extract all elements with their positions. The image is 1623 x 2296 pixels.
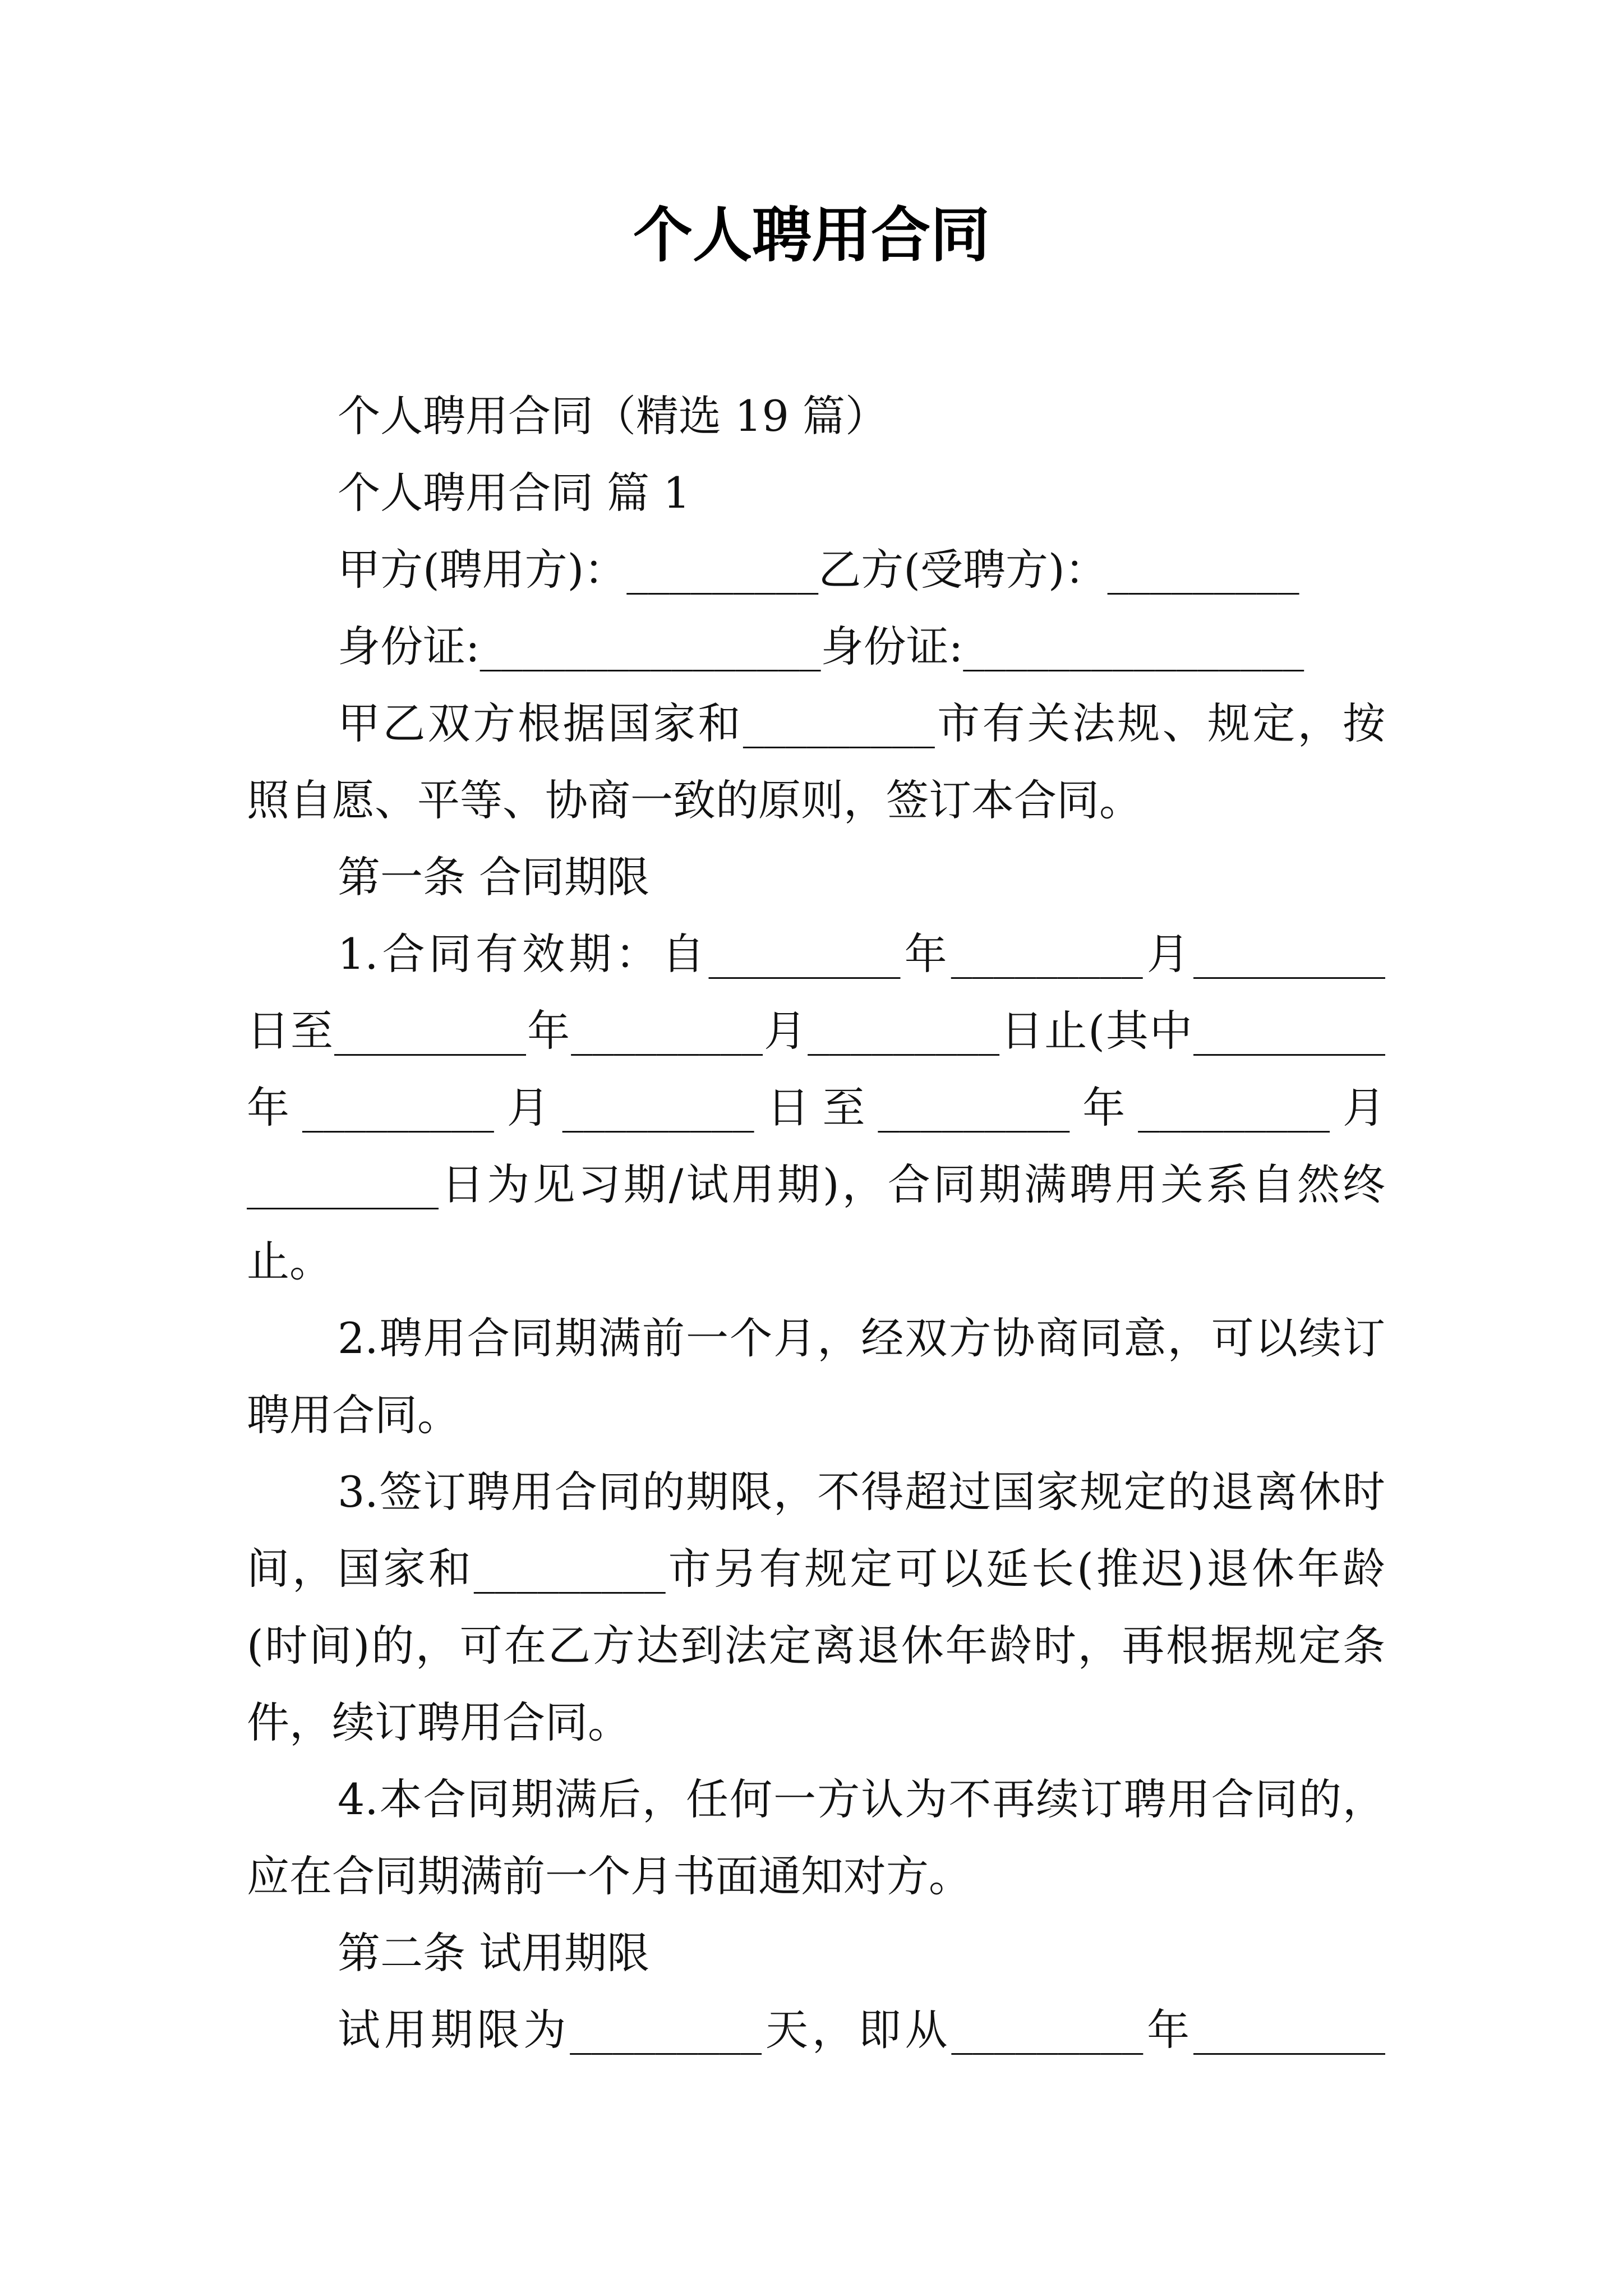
paragraph-line: 3.签订聘用合同的期限，不得超过国家规定的退离休时 (338, 1467, 1385, 1517)
party-info-line: 甲方(聘用方)：_________乙方(受聘方)：_________ (338, 545, 1299, 595)
paragraph-line: 件，续订聘用合同。 (247, 1697, 630, 1747)
clause-heading: 第二条 试用期限 (338, 1928, 650, 1978)
paragraph (247, 378, 1385, 454)
paragraph (247, 454, 1385, 531)
paragraph-line: 试用期限为_________天，即从_________年_________ (338, 2005, 1385, 2055)
article-title: 个人聘用合同 篇 1 (338, 468, 690, 518)
paragraph (247, 1991, 1385, 2068)
paragraph-line: _________日为见习期/试用期)，合同期满聘用关系自然终 (247, 1159, 1385, 1209)
paragraph (247, 839, 1385, 915)
paragraph (247, 1915, 1385, 1991)
paragraph-line: 1.合同有效期：自_________年_________月_________ (338, 929, 1385, 979)
paragraph-line: 间，国家和_________市另有规定可以延长(推迟)退休年龄 (247, 1544, 1385, 1594)
clause-heading: 第一条 合同期限 (338, 852, 650, 902)
paragraph (247, 685, 1385, 839)
id-card-line: 身份证:________________身份证:________________ (338, 622, 1304, 671)
paragraph-line: 年_________月_________日至_________年_________月 (247, 1083, 1385, 1133)
paragraph-line: 照自愿、平等、协商一致的原则，签订本合同。 (247, 775, 1142, 825)
paragraph (247, 608, 1385, 685)
collection-title: 个人聘用合同（精选 19 篇） (338, 391, 888, 441)
paragraph (247, 1300, 1385, 1453)
paragraph (247, 1453, 1385, 1761)
paragraph (247, 1761, 1385, 1915)
paragraph-line: 聘用合同。 (247, 1390, 460, 1440)
paragraph-line: 应在合同期满前一个月书面通知对方。 (247, 1851, 971, 1901)
paragraph (247, 531, 1385, 608)
paragraph-line: 甲乙双方根据国家和_________市有关法规、规定，按 (338, 698, 1385, 748)
document-title: 个人聘用合同 (633, 200, 990, 270)
paragraph-line: 止。 (247, 1236, 332, 1286)
paragraph-line: 2.聘用合同期满前一个月，经双方协商同意，可以续订 (338, 1313, 1385, 1363)
paragraph-line: (时间)的，可在乙方达到法定离退休年龄时，再根据规定条 (247, 1621, 1385, 1671)
paragraph (247, 915, 1385, 1300)
paragraph-line: 日至_________年_________月_________日止(其中_________ (247, 1006, 1385, 1056)
document-body (247, 378, 1385, 2068)
paragraph-line: 4.本合同期满后，任何一方认为不再续订聘用合同的， (338, 1774, 1385, 1824)
